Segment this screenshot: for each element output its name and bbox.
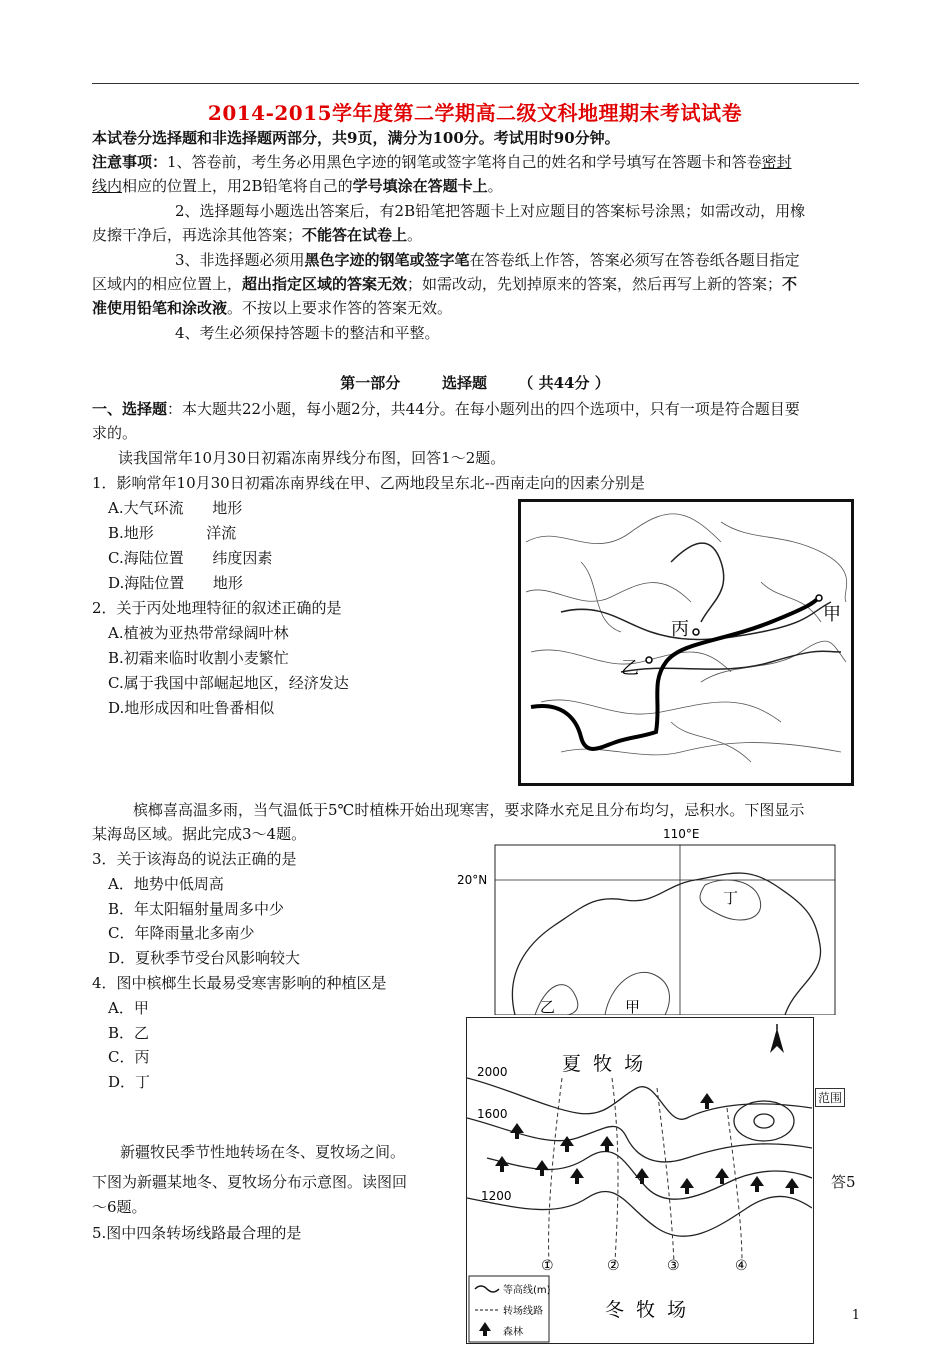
notice-1-end: 。 <box>487 177 503 195</box>
label-yi: 乙 <box>621 658 639 679</box>
boundary-lines <box>561 543 841 672</box>
question-5: 5.图中四条转场线路最合理的是 <box>92 1224 302 1242</box>
forest-icons <box>495 1093 799 1194</box>
section-1-label: 一、选择题 <box>92 400 168 418</box>
legend-route-label: 转场线路 <box>503 1306 543 1317</box>
frost-line-map <box>518 499 854 786</box>
reading-3-cont: 下图为新疆某地冬、夏牧场分布示意图。读图回 <box>92 1173 408 1191</box>
notice-2-bold: 不能答在试卷上 <box>302 226 408 244</box>
notice-3-bold-1: 黑色字迹的钢笔或签字笔 <box>304 251 470 269</box>
notice-3 <box>175 248 800 272</box>
legend-forest-label: 森林 <box>503 1327 523 1338</box>
island-map-frame <box>495 845 835 1015</box>
q1-option-d: D.海陆位置 地形 <box>108 574 243 592</box>
jia-marker <box>816 595 822 601</box>
route-2-label: ② <box>607 1258 620 1274</box>
part-1-heading: 第一部分 选择题 （ 共44分 ） <box>340 374 610 392</box>
label-fanwei: 范围 <box>815 1088 845 1107</box>
notice-label: 注意事项： <box>92 153 168 171</box>
notice-1-underline-2: 线内 <box>92 177 123 195</box>
summer-pasture-label: 夏 牧 场 <box>562 1053 644 1075</box>
question-3: 3．关于该海岛的说法正确的是 <box>92 850 297 868</box>
q4-option-d: D．丁 <box>108 1073 151 1091</box>
notice-3-text-2: 在答卷纸上作答，答案必须写在答卷纸各题目指定 <box>469 251 800 269</box>
winter-pasture-label: 冬 牧 场 <box>605 1299 687 1321</box>
reading-1: 读我国常年10月30日初霜冻南界线分布图，回答1～2题。 <box>118 449 506 467</box>
reading-2: 槟榔喜高温多雨，当气温低于5℃时植株开始出现寒害，要求降水充足且分布均匀，忌积水。下图显示 <box>133 801 805 819</box>
q4-option-b: B．乙 <box>108 1024 150 1042</box>
notice-3-text-4: ；如需改动，先划掉原来的答案，然后再写上新的答案； <box>407 275 783 293</box>
q4-option-c: C．丙 <box>108 1048 150 1066</box>
q2-option-c: C.属于我国中部崛起地区，经济发达 <box>108 674 349 692</box>
q3-option-b: B．年太阳辐射量周多中少 <box>108 900 285 918</box>
notice-1-cont <box>92 174 503 198</box>
notice-3-cont <box>92 272 797 296</box>
island-map-svg <box>455 825 840 1015</box>
q2-option-a: A.植被为亚热带常绿阔叶林 <box>108 624 289 642</box>
yi-marker <box>646 657 652 663</box>
header-rule <box>92 83 859 84</box>
reading-3: 新疆牧民季节性地转场在冬、夏牧场之间。 <box>120 1143 406 1161</box>
notice-2: 2、选择题每小题选出答案后，有2B铅笔把答题卡上对应题目的答案标号涂黑；如需改动，用橡 <box>175 202 806 220</box>
question-2: 2．关于丙处地理特征的叙述正确的是 <box>92 599 342 617</box>
notice-3-text-3: 区域内的相应位置上， <box>92 275 243 293</box>
notice-3-text-5: 。不按以上要求作答的答案无效。 <box>227 299 453 317</box>
q2-option-b: B.初霜来临时收割小麦繁忙 <box>108 649 289 667</box>
label-ding: 丁 <box>723 889 739 907</box>
island-map <box>455 825 840 1015</box>
question-4: 4．图中槟榔生长最易受寒害影响的种植区是 <box>92 974 387 992</box>
reading-3-cont-2: ～6题。 <box>92 1198 147 1216</box>
contour-1200: 1200 <box>481 1189 512 1203</box>
section-1-intro <box>92 397 800 421</box>
reading-3-cont-right: 答5 <box>831 1173 856 1191</box>
notice-2-end: 。 <box>407 226 423 244</box>
label-20n: 20°N <box>457 873 488 887</box>
route-3-label: ③ <box>667 1258 680 1274</box>
q4-option-a: A．甲 <box>108 999 149 1017</box>
notice-3-bold-2: 超出指定区域的答案无效 <box>242 275 408 293</box>
label-bing: 丙 <box>671 619 689 640</box>
intro: 本试卷分选择题和非选择题两部分，共9页，满分为100分。考试用时90分钟。 <box>92 129 620 147</box>
label-jia: 甲 <box>823 604 841 625</box>
label-110e: 110°E <box>663 827 700 841</box>
notice-4: 4、考生必须保持答题卡的整洁和平整。 <box>175 324 440 342</box>
q3-option-d: D．夏秋季节受台风影响较大 <box>108 949 301 967</box>
notice-3-bold-4: 准使用铅笔和涂改液 <box>92 299 228 317</box>
legend-contour-label: 等高线(m) <box>503 1285 551 1296</box>
contour-2000: 2000 <box>477 1065 508 1079</box>
section-1-intro-cont: 求的。 <box>92 424 138 442</box>
frost-map-svg <box>521 502 851 783</box>
notice-3-cont-2 <box>92 296 452 320</box>
notice-3-bold-3: 不 <box>782 275 798 293</box>
question-1: 1．影响常年10月30日初霜冻南界线在甲、乙两地段呈东北--西南走向的因素分别是 <box>92 474 645 492</box>
pasture-map <box>466 1017 814 1344</box>
q3-option-c: C．年降雨量北多南少 <box>108 924 255 942</box>
notice-1 <box>92 150 792 174</box>
pasture-legend <box>469 1276 551 1342</box>
label-yi-2: 乙 <box>540 998 556 1015</box>
label-jia-2: 甲 <box>625 998 641 1015</box>
q3-option-a: A．地势中低周高 <box>108 875 224 893</box>
notice-1-underline: 密封 <box>761 153 792 171</box>
section-1-text: ：本大题共22小题，每小题2分，共44分。在每小题列出的四个选项中，只有一项是符合题目要 <box>167 400 800 418</box>
route-4-label: ④ <box>735 1258 748 1274</box>
notice-2-text: 皮擦干净后，再选涂其他答案； <box>92 226 303 244</box>
notice-2-cont <box>92 223 422 247</box>
pasture-map-svg <box>467 1018 812 1343</box>
north-arrow-icon <box>770 1024 784 1053</box>
notice-1-text-2: 相应的位置上，用2B铅笔将自己的 <box>122 177 353 195</box>
page-number: 1 <box>851 1308 860 1323</box>
q1-option-a: A.大气环流 地形 <box>108 499 243 517</box>
contour-lines <box>467 1078 812 1236</box>
q1-option-c: C.海陆位置 纬度因素 <box>108 549 273 567</box>
q1-option-b: B.地形 洋流 <box>108 524 237 542</box>
contour-1600: 1600 <box>477 1107 508 1121</box>
island-coastline <box>512 873 820 1015</box>
bing-marker <box>693 629 699 635</box>
notice-1-bold: 学号填涂在答题卡上 <box>352 177 488 195</box>
q2-option-d: D.地形成因和吐鲁番相似 <box>108 699 275 717</box>
notice-3-text: 3、非选择题必须用 <box>175 251 305 269</box>
reading-2-cont: 某海岛区域。据此完成3～4题。 <box>92 825 307 843</box>
route-1-label: ① <box>541 1258 554 1274</box>
notice-1-text: 1、答卷前，考生务必用黑色字迹的钢笔或签字笔将自己的姓名和学号填写在答题卡和答卷 <box>167 153 762 171</box>
page-title: 2014-2015学年度第二学期高二级文科地理期末考试试卷 <box>207 101 743 125</box>
